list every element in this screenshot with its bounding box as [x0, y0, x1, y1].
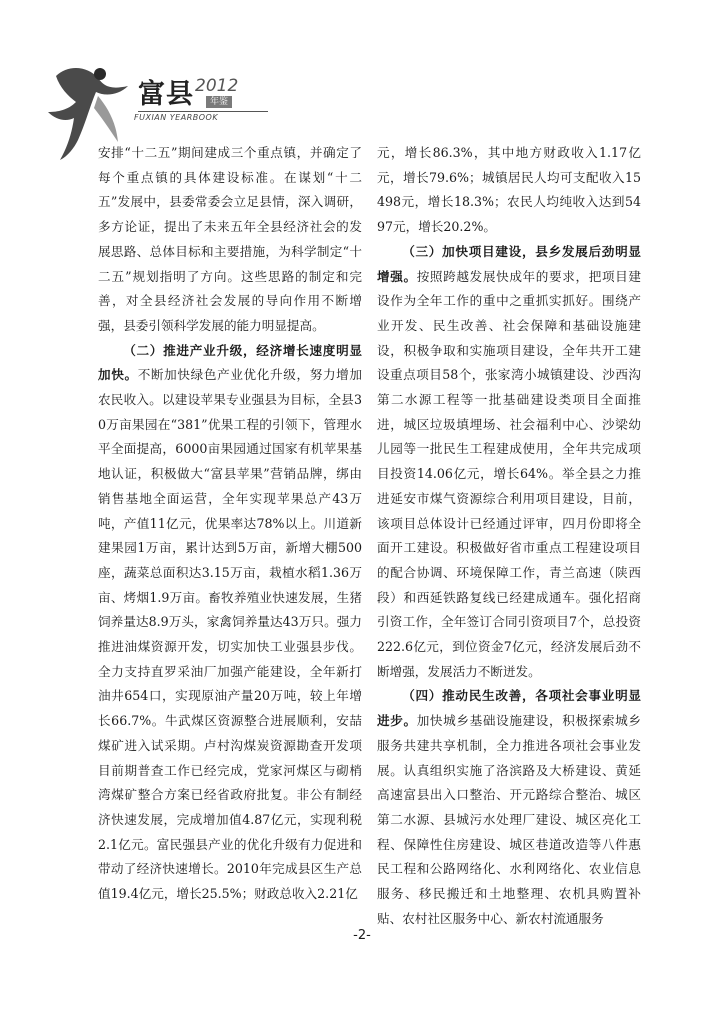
header-rule: [138, 111, 268, 112]
paragraph: 安排“十二五”期间建成三个重点镇，并确定了每个重点镇的具体建设标准。在谋划“十二五”发展中，县委常委会立足县情，深入调研，多方论证，提出了未来五年全县经济社会的发展思路、总体目标和主要措施，为科学制定“十二五”规划指明了方向。这些思路的制定和完善，对全县经济社会发展的导向作用不断增强，县委引领科学发展的能力明显提高。: [98, 145, 362, 333]
section-body: 加快城乡基础设施建设，积极探索城乡服务共建共享机制，全力推进各项社会事业发展。认真组织实施了洛滨路及大桥建设、黄延高速富县出入口整治、开元路综合整治、城区第二水源、县城污水处理厂建设、城区亮化工程、保障性住房建设、城区巷道改造等八件惠民工程和公路网络化、水利网络化、农业信息服务、移民搬迁和土地整理、农机具购置补贴、农村社区服务中心、新农村流通服务: [377, 713, 642, 926]
section-heading: （三）加快项目建设，县乡发展后劲明显增强。: [377, 243, 641, 284]
paragraph: [98, 339, 362, 907]
paragraph: [377, 684, 641, 931]
header-title: 富县: [138, 79, 194, 110]
section-body: 不断加快绿色产业优化升级，努力增加农民收入。以建设苹果专业强县为目标，全县30万亩果园在“381”优果工程的引领下，管理水平全面提高，6000亩果园通过国家有机苹果基地认证，积极做大“富县苹果”营销品牌，绑由销售基地全面运营，全年实现苹果总产43万吨，产值11亿元，优果率达78%以上。川道新建果园1万亩，累计达到5万亩，新增大棚500座，蔬菜总面积达3.15万亩，栽植水稻1.36万亩、烤烟1.9万亩。畜牧养殖业快速发展，生猪饲养量达8.9万头，家禽饲养量达43万只。强力推进油煤资源开发，切实加快工业强县步伐。全力支持直罗采油厂加强产能建设，全年新打油井654口，实现原油产量20万吨，较上年增长66.7%。牛武煤区资源整合进展顺利，安喆煤矿进入试采期。卢村沟煤炭资源勘查开发项目前期普查工作已经完成，党家河煤区与砌梢湾煤矿整合方案已经省政府批复。非公有制经济快速发展，完成增加值4.87亿元，实现利税2.1亿元。富民强县产业的优化升级有力促进和带动了经济快速增长。2010年完成县区生产总值19.4亿元，增长25.5%；财政总收入2.21亿: [98, 367, 363, 902]
right-column: [377, 141, 641, 932]
paragraph: 元，增长86.3%，其中地方财政收入1.17亿元，增长79.6%；城镇居民人均可支配收入15498元，增长18.3%；农民人均纯收入达到5497元，增长20.2%。: [377, 145, 641, 235]
header-label: 年鉴: [206, 96, 232, 108]
page-number: -2-: [353, 928, 371, 943]
header-year: 2012: [195, 76, 239, 96]
header-subtitle: FUXIAN YEARBOOK: [134, 113, 219, 122]
paragraph: [377, 240, 641, 685]
left-column: [98, 141, 362, 907]
section-body: 按照跨越发展快成年的要求，把项目建设作为全年工作的重中之重抓实抓好。围绕产业开发、民生改善、社会保障和基础设施建设，积极争取和实施项目建设，全年共开工建设重点项目58个，张家湾小城镇建设、沙西沟第二水源工程等一批基础建设类项目全面推进，城区垃圾填埋场、社会福利中心、沙梁幼儿园等一批民生工程建成使用，全年共完成项目投资14.06亿元，增长64%。举全县之力推进延安市煤气资源综合利用项目建设，目前，该项目总体设计已经通过评审，四月份即将全面开工建设。积极做好省市重点工程建设项目的配合协调、环境保障工作，青兰高速（陕西段）和西延铁路复线已经建成通车。强化招商引资工作，全年签订合同引资项目7个，总投资222.6亿元，到位资金7亿元，经济发展后劲不断增强，发展活力不断迸发。: [377, 268, 642, 679]
section-heading: （四）推动民生改善，各项社会事业明显进步。: [377, 688, 641, 729]
section-heading: （二）推进产业升级，经济增长速度明显加快。: [98, 342, 362, 383]
